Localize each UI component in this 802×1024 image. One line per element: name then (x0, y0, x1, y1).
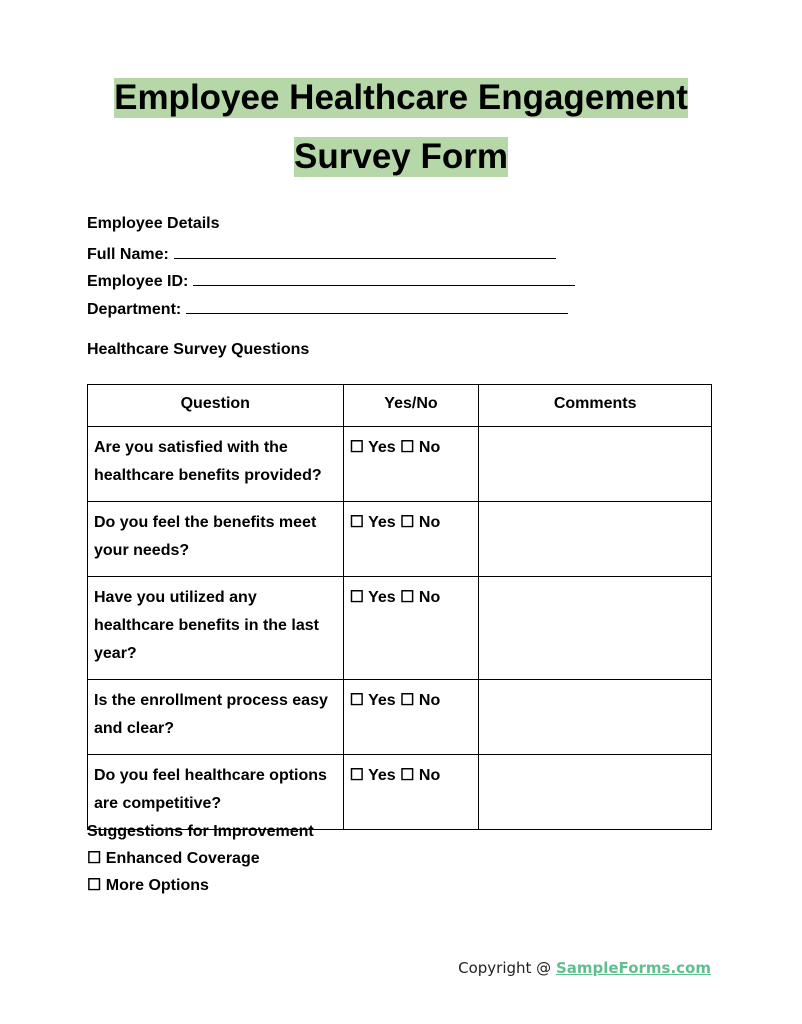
yes-no-checkboxes[interactable]: ☐ Yes ☐ No (343, 680, 479, 755)
question-cell: Have you utilized any healthcare benefits in the last year? (88, 577, 344, 680)
form-title (0, 78, 802, 177)
department-label: Department: (87, 300, 182, 318)
full-name-field[interactable] (174, 242, 556, 259)
table-row (88, 755, 712, 830)
copyright-footer (458, 959, 711, 977)
suggestions-section (87, 822, 314, 903)
survey-questions-heading: Healthcare Survey Questions (87, 341, 310, 358)
employee-id-row (87, 269, 575, 297)
sampleforms-link[interactable]: SampleForms.com (555, 959, 711, 977)
employee-details-section (87, 214, 575, 324)
table-row (88, 502, 712, 577)
title-line-2: Survey Form (294, 137, 508, 176)
table-row (88, 680, 712, 755)
suggestion-checkbox-more-options[interactable]: ☐ More Options (87, 877, 209, 894)
table-header-row (88, 385, 712, 427)
title-line-1: Employee Healthcare Engagement (114, 78, 688, 117)
yes-no-checkboxes[interactable]: ☐ Yes ☐ No (343, 502, 479, 577)
full-name-row (87, 242, 575, 270)
yes-no-checkboxes[interactable]: ☐ Yes ☐ No (343, 755, 479, 830)
table-row (88, 577, 712, 680)
question-cell: Is the enrollment process easy and clear? (88, 680, 344, 755)
department-field[interactable] (186, 297, 568, 314)
survey-table (87, 384, 712, 830)
employee-details-heading: Employee Details (87, 215, 220, 232)
yes-no-checkboxes[interactable]: ☐ Yes ☐ No (343, 427, 479, 502)
copyright-prefix: Copyright @ (458, 959, 556, 977)
comment-cell[interactable] (479, 427, 712, 502)
question-cell: Do you feel the benefits meet your needs? (88, 502, 344, 577)
table-row (88, 427, 712, 502)
column-header-yes-no: Yes/No (343, 385, 479, 427)
yes-no-checkboxes[interactable]: ☐ Yes ☐ No (343, 577, 479, 680)
employee-id-field[interactable] (193, 269, 575, 286)
suggestion-checkbox-enhanced-coverage[interactable]: ☐ Enhanced Coverage (87, 850, 260, 867)
column-header-question: Question (88, 385, 344, 427)
comment-cell[interactable] (479, 755, 712, 830)
column-header-comments: Comments (479, 385, 712, 427)
comment-cell[interactable] (479, 502, 712, 577)
full-name-label: Full Name: (87, 245, 169, 263)
question-cell: Are you satisfied with the healthcare benefits provided? (88, 427, 344, 502)
question-cell: Do you feel healthcare options are competitive? (88, 755, 344, 830)
department-row (87, 297, 575, 325)
suggestions-heading: Suggestions for Improvement (87, 823, 314, 840)
employee-id-label: Employee ID: (87, 273, 189, 290)
comment-cell[interactable] (479, 577, 712, 680)
comment-cell[interactable] (479, 680, 712, 755)
